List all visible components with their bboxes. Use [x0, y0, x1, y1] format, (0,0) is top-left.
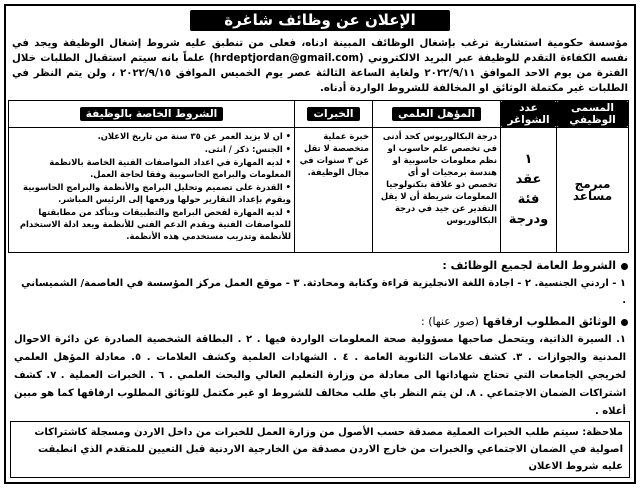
note-box: ملاحظة: سيتم طلب الخبرات العملية مصدقة حسب الأصول من وزارة العمل للخبرات من داخل الاردن ومسجلة كاشتراكات اصولية في الضمان الاجتماعي والخبرات من خارج الاردن مصدقة من الخارجية الاردنية قبل التعيين للمتقدم الذي انطبقت عليه شروط الاعلان [10, 421, 630, 478]
cell-vacancies [501, 128, 557, 253]
special-condition-item: • لديه المهارة لفحص البرامج والتطبيقات ويتأكد من مطابقتها للمواصفات الفنية ويقدم الدعم الفني للأنظمة ويعد ادلة الاستخدام للأنظمة وتدريب مستخدمي هذه الأنظمة. [19, 207, 291, 241]
general-conditions-heading: الشروط العامة لجميع الوظائف : [6, 259, 628, 275]
header-vacancies: عدد الشواغر [501, 101, 557, 128]
special-condition-item: • القدرة على تصميم وتحليل البرامج والأنظمة والبرامج الحاسوبية ويقوم بإعداد التقارير حولها ورفعها إلى الرئيس المباشر. [23, 182, 291, 204]
job-advertisement [4, 4, 636, 484]
cell-special-conditions [9, 128, 295, 253]
title-bar [6, 6, 634, 34]
intro-text-part2: علماً بانه سيتم استقبال الطلبات خلال الفترة من يوم الاحد الموافق ٢٠٢٢/٩/١١ ولغاية الساعة الثالثة عصر يوم الخميس الموافق ٢٠٢٢/٩/١٥ ، ولن يتم النظر في الطلبات غير مكتملة الوثائق او المخالفة للشروط الواردة أدناه. [12, 53, 628, 94]
cell-qualification: درجة البكالوريوس كحد أدنى في تخصص علم حاسوب او نظم معلومات حاسوبية او هندسة برمجيات او أي تخصص ذو علاقة بتكنولوجيا المعلومات شريطة أن لا يقل التقدير عن جيد في درجة البكالوريوس [373, 128, 501, 253]
contact-email: (hrdeptjordan@gmail.com) [209, 53, 364, 64]
special-condition-item: • لديه المهارة في اعداد المواصفات الفنية الخاصة بالانظمة المعلومات والبرامج الحاسوبية وفقا لحاجة العمل. [49, 157, 291, 179]
bullet-icon [621, 319, 628, 326]
table-row [9, 128, 629, 253]
jobs-table [8, 100, 629, 253]
general-conditions-list: ١ - اردني الجنسية. ٢ - اجادة اللغة الانجليزية قراءة وكتابة ومحادثة. ٣ - موقع العمل مركز المؤسسة في العاصمة/ الشميساني . [21, 278, 626, 306]
special-condition-item: • الجنس: ذكر / انثى. [204, 144, 291, 154]
header-job-name: المسمى الوظيفي [557, 101, 629, 128]
header-experience: الخبرات [295, 101, 373, 128]
cell-experience: خبرة عملية متخصصة لا تقل عن ٣ سنوات في مجال الوظيفة. [295, 128, 373, 253]
table-header-row [9, 101, 629, 128]
header-qualification: المؤهل العلمي [373, 101, 501, 128]
required-documents-list: ١. السيرة الذاتية، ويتحمل صاحبها مسؤولية صحة المعلومات الواردة فيها . ٢ . البطاقة الشخصية الصادرة عن دائرة الاحوال المدنية والجوازات . ٣. كشف علامات الثانوية العامة . ٤ . الشهادات العلمية وكشف العلامات . ٥. معادلة المؤهل العلمي لخريجي الجامعات التي تحتاج شهاداتها الى معادلة من وزارة التعليم العالي والبحث العلمي . ٦ . الخبرات العملية . ٧. كشف اشتراكات الضمان الاجتماعي . ٨. لن يتم النظر باي طلب مخالف للشروط او غير مكتمل للوثائق المطلوب ارفاقها كما هو مبين أعلاه . [14, 334, 627, 417]
required-documents-heading: الوثائق المطلوب ارفاقها (صور عنها) : [6, 315, 628, 331]
vacancies-number: ١ [524, 152, 533, 167]
special-condition-item: • ان لا يزيد العمر عن ٣٥ سنة من تاريخ الاعلان. [97, 131, 291, 141]
cell-job-name: مبرمج مساعد [557, 128, 629, 253]
vacancies-contract: عقد فئة [515, 172, 542, 207]
intro-text-part1: مؤسسة حكومية استشارية ترغب بإشغال الوظائف المبينة ادناه، فعلى من تنطبق عليه شروط إشغال الوظيفة ويجد في نفسه الكفاءة التقدم للوظيفة عبر البريد الالكتروني [12, 38, 628, 64]
bullet-icon [621, 263, 628, 270]
intro-paragraph [6, 34, 634, 98]
ad-title: الإعلان عن وظائف شاغرة [190, 10, 450, 31]
vacancies-grade: ودرجة [508, 212, 549, 227]
header-special-conditions: الشروط الخاصة بالوظيفة [9, 101, 295, 128]
